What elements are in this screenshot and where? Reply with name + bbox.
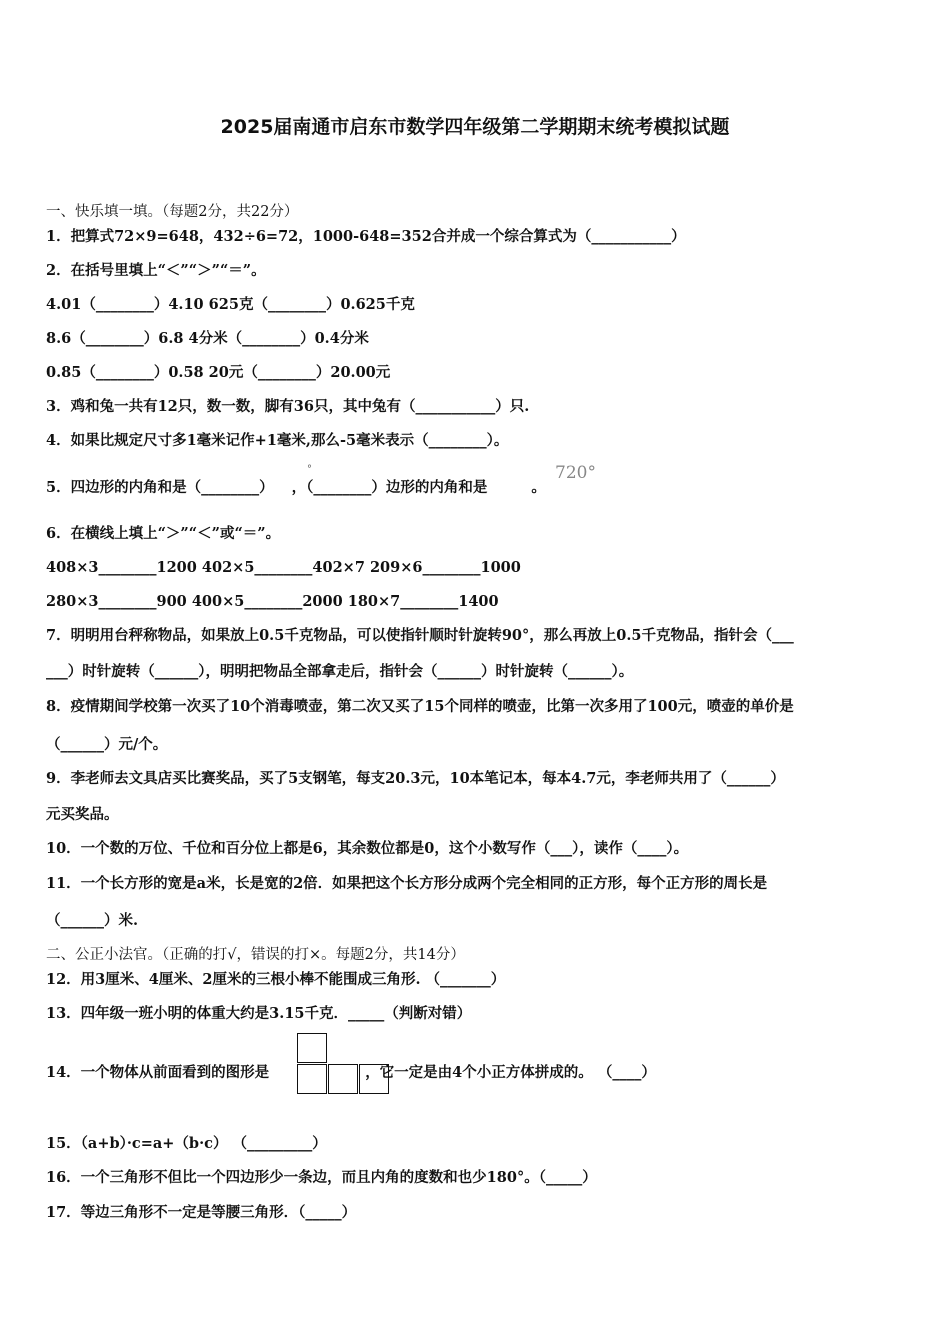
angle-720-value: 720° [555,463,596,483]
question-9-line2: 元买奖品。 [46,806,119,823]
question-9-line1: 9．李老师去文具店买比赛奖品，买了5支钢笔，每支20.3元，10本笔记本，每本4.7元，李老师共用了（______） [46,770,785,787]
question-7-line2: ___）时针旋转（______），明明把物品全部拿走后，指针会（______）时针旋转（______）。 [46,663,634,680]
question-15: 15．（a+b）·c=a+（b·c） （_________） [46,1135,327,1152]
figure-square [359,1064,389,1094]
question-6: 6．在横线上填上“＞”“＜”或“＝”。 [46,525,281,542]
question-2-row: 4.01（________）4.10 625克（________）0.625千克 [46,296,415,313]
question-2: 2．在括号里填上“＜”“＞”“＝”。 [46,262,266,279]
question-1: 1．把算式72×9=648，432÷6=72，1000-648=352合并成一个综合算式为（___________） [46,228,686,245]
figure-square [328,1064,358,1094]
question-5-end: 。 [531,479,546,496]
question-17: 17．等边三角形不一定是等腰三角形．（_____） [46,1204,357,1221]
question-13: 13．四年级一班小明的体重大约是3.15千克．_____（判断对错） [46,1005,472,1022]
question-5-part1: 5．四边形的内角和是（________） [46,479,274,496]
question-4: 4．如果比规定尺寸多1毫米记作+1毫米,那么-5毫米表示（________）。 [46,432,509,449]
question-3: 3．鸡和兔一共有12只，数一数，脚有36只，其中兔有（___________）只. [46,398,530,415]
page-title: 2025届南通市启东市数学四年级第二学期期末统考模拟试题 [220,116,730,138]
question-5 [46,479,546,497]
front-view-figure [297,1033,391,1097]
question-2-row: 8.6（________）6.8 4分米（________）0.4分米 [46,330,369,347]
figure-square [297,1064,327,1094]
question-14-part2: ，它一定是由4个小正方体拼成的。 （____） [365,1064,656,1081]
question-5-part2: ，（________）边形的内角和是 [291,479,488,496]
question-8-line2: （______）元/个。 [46,736,168,753]
section-heading-2: 二、公正小法官。（正确的打√，错误的打×。每题2分，共14分） [46,947,465,963]
question-6-row: 408×3________1200 402×5________402×7 209×6________1000 [46,559,521,576]
question-7-line1: 7．明明用台秤称物品，如果放上0.5千克物品，可以使指针顺时针旋转90°，那么再放上0.5千克物品，指针会（___ [46,627,794,644]
question-6-row: 280×3________900 400×5________2000 180×7________1400 [46,593,499,610]
question-14-part1: 14．一个物体从前面看到的图形是 [46,1064,270,1081]
degree-symbol: ° [307,464,312,475]
figure-square-top [297,1033,327,1063]
question-11-line2: （______）米. [46,912,139,929]
question-12: 12．用3厘米、4厘米、2厘米的三根小棒不能围成三角形. （_______） [46,971,506,988]
question-16: 16．一个三角形不但比一个四边形少一条边，而且内角的度数和也少180°。（_____） [46,1169,597,1186]
section-heading-1: 一、快乐填一填。（每题2分，共22分） [46,204,299,220]
question-10: 10．一个数的万位、千位和百分位上都是6，其余数位都是0，这个小数写作（___），读作（____）。 [46,840,689,857]
question-11-line1: 11．一个长方形的宽是a米，长是宽的2倍．如果把这个长方形分成两个完全相同的正方形，每个正方形的周长是 [46,875,768,892]
question-8-line1: 8．疫情期间学校第一次买了10个消毒喷壶，第二次又买了15个同样的喷壶，比第一次多用了100元，喷壶的单价是 [46,698,794,715]
question-2-row: 0.85（________）0.58 20元（________）20.00元 [46,364,391,381]
